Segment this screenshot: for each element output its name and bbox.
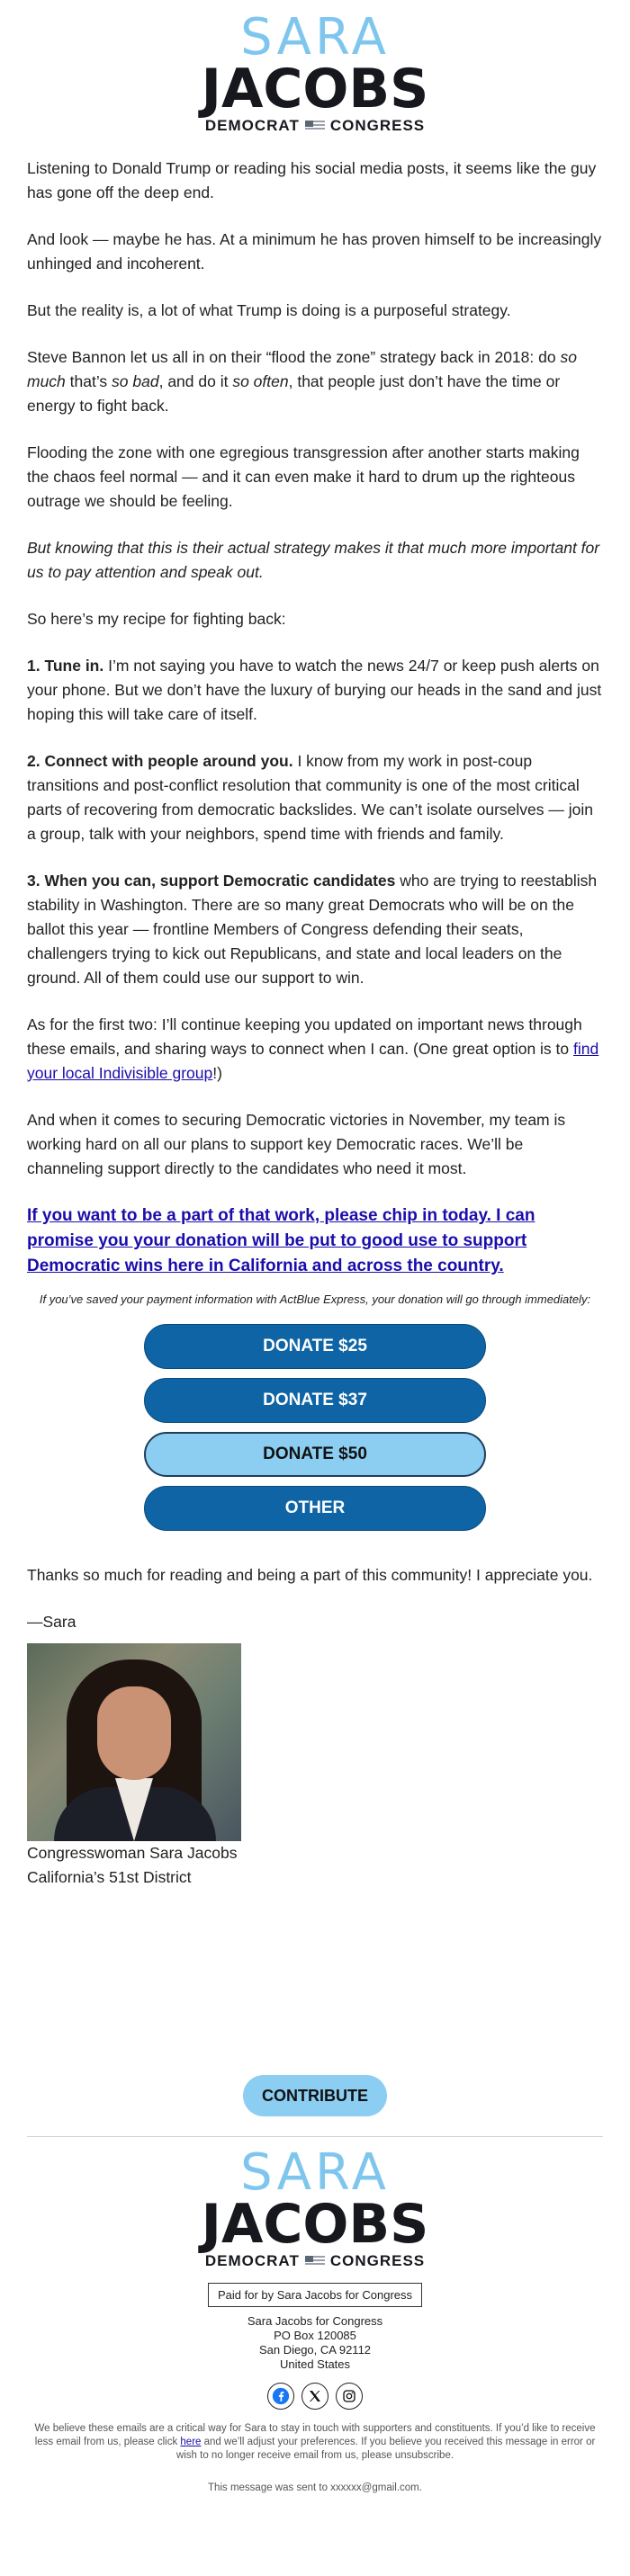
text: !)	[212, 1064, 222, 1082]
paragraph: Flooding the zone with one egregious transgression after another starts making the chaos feel normal — and it can even make it hard to drum up the righteous outrage we should be feeling.	[27, 443, 580, 510]
footer-fine-print	[27, 2422, 603, 2463]
logo-first-name: SARA	[240, 2143, 390, 2202]
text: , and do it	[158, 372, 233, 390]
paragraph	[27, 345, 603, 418]
paragraph	[27, 654, 603, 727]
text: and we’ll adjust your preferences. If you believe you received this message in error or wish to no longer receive email from us, please unsubscribe.	[176, 2437, 596, 2461]
donate-other-button[interactable]: OTHER	[144, 1486, 486, 1531]
donate-37-button[interactable]: DONATE $37	[144, 1378, 486, 1423]
text: We believe these emails are a critical way for Sara to stay in touch with supporters and constituents. If you’d like to receive less email from us, please click	[34, 2423, 596, 2447]
bold-heading: 1. Tune in.	[27, 657, 104, 675]
text: As for the first two: I’ll continue keeping you updated on important news through these emails, and sharing ways to connect when I can. (One great option is to	[27, 1015, 582, 1058]
text: who are trying to reestablish stability in Washington. There are so many great Democrats who will be on the ballot this year — frontline Members of Congress defending their seats, challengers trying to kick out Republicans, and state and local leaders on the ground. All of them could use our support to win.	[27, 872, 598, 987]
photo-caption	[27, 1841, 603, 1890]
contribute-button[interactable]: CONTRIBUTE	[243, 2075, 387, 2116]
emphasis: But knowing that this is their actual strategy makes it that much more important for us to pay attention and speak out.	[27, 539, 600, 581]
logo-tagline-left: DEMOCRAT	[204, 2252, 300, 2269]
logo-tagline-left: DEMOCRAT	[204, 117, 300, 134]
caption-district: California’s 51st District	[27, 1868, 192, 1886]
footer-logo	[27, 2143, 603, 2270]
donate-buttons	[27, 1324, 603, 1531]
closing	[27, 1563, 603, 1634]
email-container	[27, 0, 603, 2493]
paid-for-row	[27, 2283, 603, 2307]
paragraph	[27, 869, 603, 990]
flag-icon	[305, 2256, 325, 2267]
donate-50-button[interactable]: DONATE $50	[144, 1432, 486, 1477]
emphasis: so often	[232, 372, 289, 390]
footer-divider	[27, 2136, 603, 2137]
logo-first-name: SARA	[240, 8, 390, 67]
text: I’m not saying you have to watch the news 24/7 or keep push alerts on your phone. But we don’t have the luxury of burying our heads in the sand and just hoping this will take care of itself.	[27, 657, 602, 723]
contribute-row	[27, 2075, 603, 2116]
logo-tagline-right: CONGRESS	[329, 2252, 426, 2269]
indivisible-link[interactable]: find your local Indivisible group	[27, 1040, 599, 1082]
caption-name: Congresswoman Sara Jacobs	[27, 1844, 238, 1862]
donate-25-button[interactable]: DONATE $25	[144, 1324, 486, 1369]
text: Steve Bannon let us all in on their “flood the zone” strategy back in 2018: do	[27, 348, 561, 366]
paragraph: And look — maybe he has. At a minimum he has proven himself to be increasingly unhinged and incoherent.	[27, 230, 602, 273]
address-line: Sara Jacobs for Congress	[247, 2314, 383, 2328]
flag-icon	[305, 121, 325, 131]
x-icon[interactable]	[302, 2383, 328, 2410]
paragraph: But the reality is, a lot of what Trump is doing is a purposeful strategy.	[27, 301, 511, 319]
address-line: PO Box 120085	[274, 2329, 356, 2342]
thanks-text: Thanks so much for reading and being a part of this community! I appreciate you.	[27, 1566, 593, 1584]
text: I know from my work in post-coup transitions and post-conflict resolution that community is one of the most critical parts of recovering from democratic backslides. We can’t isolate ourselves — join a group, talk with your neighbors, spend time with friends and family.	[27, 752, 593, 843]
actblue-note: If you’ve saved your payment information with ActBlue Express, your donation will go through immediately:	[39, 1292, 591, 1306]
text: , that people just don’t have the time or energy to fight back.	[27, 372, 561, 415]
mailing-address	[27, 2314, 603, 2372]
address-line: United States	[279, 2357, 351, 2371]
logo-tagline-right: CONGRESS	[329, 117, 426, 134]
logo-last-name: JACOBS	[201, 2193, 429, 2256]
paragraph	[27, 749, 603, 846]
donate-cta-link[interactable]: If you want to be a part of that work, please chip in today. I can promise you your donation will be put to good use to support Democratic wins here in California and across the country.	[27, 1206, 536, 1275]
paragraph: Listening to Donald Trump or reading his social media posts, it seems like the guy has gone off the deep end.	[27, 159, 597, 201]
text: that’s	[65, 372, 112, 390]
emphasis: so bad	[112, 372, 159, 390]
header-logo	[27, 0, 603, 135]
photo-face	[97, 1686, 171, 1780]
sent-to-text: This message was sent to xxxxxx@gmail.com.	[208, 2482, 422, 2493]
paragraph	[27, 536, 603, 585]
paragraph: So here’s my recipe for fighting back:	[27, 610, 286, 628]
instagram-icon[interactable]	[336, 2383, 363, 2410]
email-body	[27, 157, 603, 1181]
bold-heading: 2. Connect with people around you.	[27, 752, 293, 770]
paid-for-box: Paid for by Sara Jacobs for Congress	[208, 2283, 422, 2307]
social-links	[27, 2383, 603, 2410]
bold-heading: 3. When you can, support Democratic candidates	[27, 872, 396, 890]
preferences-link[interactable]: here	[180, 2437, 202, 2447]
logo-last-name: JACOBS	[201, 58, 429, 121]
paragraph: And when it comes to securing Democratic victories in November, my team is working hard on all our plans to support key Democratic races. We’ll be channeling support directly to the candidates who need it most.	[27, 1111, 566, 1177]
sara-jacobs-photo	[27, 1643, 241, 1841]
emphasis: so much	[27, 348, 577, 390]
facebook-icon[interactable]	[267, 2383, 294, 2410]
paragraph	[27, 1013, 603, 1086]
signoff: —Sara	[27, 1613, 76, 1631]
address-line: San Diego, CA 92112	[258, 2343, 372, 2357]
